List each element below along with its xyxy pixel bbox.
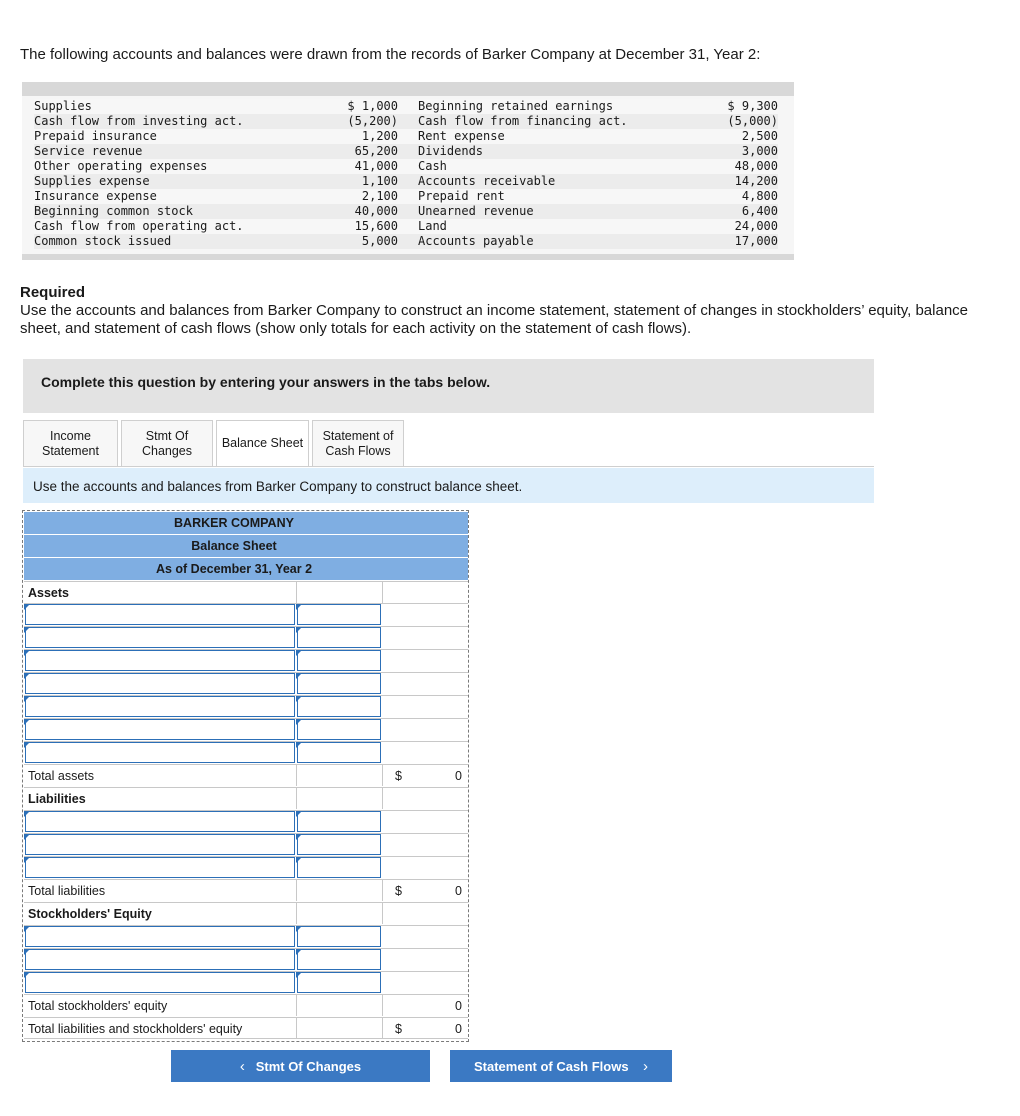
table-row	[34, 99, 778, 114]
required-heading: Required	[20, 284, 86, 301]
total-equity-label: Total stockholders' equity	[28, 999, 168, 1013]
table-row	[34, 204, 778, 219]
total-liabilities-equity-label: Total liabilities and stockholders' equity	[28, 1022, 243, 1036]
company-name: BARKER COMPANY	[24, 512, 468, 534]
tab-label: Stmt Of	[145, 428, 189, 443]
equity-amount-input[interactable]	[297, 972, 381, 993]
account-name: Prepaid insurance	[34, 129, 330, 144]
account-name: Beginning common stock	[34, 204, 330, 219]
liability-input-row	[24, 810, 468, 832]
account-name: Beginning retained earnings	[404, 99, 650, 114]
account-name: Cash	[404, 159, 650, 174]
equity-heading-row	[24, 902, 468, 924]
currency-symbol: $	[395, 884, 402, 898]
equity-input-row	[24, 948, 468, 970]
next-tab-label: Statement of Cash Flows	[473, 1058, 629, 1074]
asset-account-dropdown[interactable]	[25, 742, 295, 763]
tab-label: Statement	[42, 443, 99, 458]
account-name: Rent expense	[404, 129, 650, 144]
liability-input-row	[24, 856, 468, 878]
statement-date: As of December 31, Year 2	[24, 558, 468, 580]
account-name: Insurance expense	[34, 189, 330, 204]
asset-input-row	[24, 741, 468, 763]
asset-amount-input[interactable]	[297, 627, 381, 648]
account-name: Unearned revenue	[404, 204, 650, 219]
banner-text: Complete this question by entering your answers in the tabs below.	[41, 374, 491, 390]
account-name: Accounts payable	[404, 234, 650, 249]
instruction-text: Use the accounts and balances from Barker Company to construct balance sheet.	[33, 479, 523, 494]
account-name: Supplies	[34, 99, 330, 114]
account-name: Prepaid rent	[404, 189, 650, 204]
liability-account-dropdown[interactable]	[25, 834, 295, 855]
account-value: 3,000	[650, 144, 778, 159]
total-liabilities-value: 0	[455, 884, 462, 898]
next-tab-button[interactable]	[450, 1050, 672, 1082]
account-name: Service revenue	[34, 144, 330, 159]
liabilities-heading-row	[24, 787, 468, 809]
asset-input-row	[24, 695, 468, 717]
account-value: 1,200	[330, 129, 404, 144]
required-text: Use the accounts and balances from Barker Company to construct an income statement, statement of changes in stockholders’ equity, balance sheet, and statement of cash flows (show only totals for each activity on the statement of cash flows).	[20, 302, 969, 337]
account-value: 14,200	[650, 174, 778, 189]
table-row	[34, 159, 778, 174]
account-name: Cash flow from financing act.	[404, 114, 650, 129]
account-value: 41,000	[330, 159, 404, 174]
tab-income-statement[interactable]	[23, 420, 118, 467]
liability-amount-input[interactable]	[297, 811, 381, 832]
table-row	[34, 234, 778, 249]
instructions-banner	[23, 359, 874, 413]
balance-sheet-form	[22, 510, 469, 1042]
asset-amount-input[interactable]	[297, 673, 381, 694]
total-assets-label: Total assets	[28, 769, 95, 783]
account-value: 6,400	[650, 204, 778, 219]
assets-heading: Assets	[28, 586, 69, 600]
equity-heading: Stockholders' Equity	[28, 907, 152, 921]
tab-label: Changes	[141, 443, 193, 458]
account-value: 17,000	[650, 234, 778, 249]
intro-text: The following accounts and balances were drawn from the records of Barker Company at December 31, Year 2:	[20, 46, 761, 63]
account-name: Dividends	[404, 144, 650, 159]
account-name: Accounts receivable	[404, 174, 650, 189]
asset-account-dropdown[interactable]	[25, 673, 295, 694]
account-value: 24,000	[650, 219, 778, 234]
equity-account-dropdown[interactable]	[25, 949, 295, 970]
table-row	[34, 129, 778, 144]
asset-amount-input[interactable]	[297, 742, 381, 763]
statement-title: Balance Sheet	[24, 535, 468, 557]
total-assets-row	[24, 764, 468, 786]
asset-input-row	[24, 626, 468, 648]
asset-account-dropdown[interactable]	[25, 719, 295, 740]
total-equity-value: 0	[455, 999, 462, 1013]
table-row	[34, 219, 778, 234]
total-liabilities-row	[24, 879, 468, 901]
tab-statement-of-cash-flows[interactable]	[312, 420, 404, 467]
accounts-data-box	[22, 82, 794, 260]
chevron-right-icon: ›	[643, 1057, 649, 1075]
account-name: Cash flow from operating act.	[34, 219, 330, 234]
liability-amount-input[interactable]	[297, 857, 381, 878]
asset-amount-input[interactable]	[297, 719, 381, 740]
currency-symbol: $	[395, 769, 402, 783]
total-assets-value: 0	[455, 769, 462, 783]
asset-account-dropdown[interactable]	[25, 650, 295, 671]
tab-label: Statement of	[322, 428, 394, 443]
account-name: Land	[404, 219, 650, 234]
asset-amount-input[interactable]	[297, 604, 381, 625]
equity-account-dropdown[interactable]	[25, 926, 295, 947]
account-value: 40,000	[330, 204, 404, 219]
tab-balance-sheet[interactable]	[216, 420, 309, 467]
account-value: 48,000	[650, 159, 778, 174]
liability-input-row	[24, 833, 468, 855]
table-row	[34, 189, 778, 204]
prev-tab-button[interactable]	[171, 1050, 430, 1082]
total-liabilities-equity-row	[24, 1017, 468, 1039]
asset-account-dropdown[interactable]	[25, 627, 295, 648]
assets-heading-row	[24, 581, 468, 603]
equity-amount-input[interactable]	[297, 949, 381, 970]
account-name: Other operating expenses	[34, 159, 330, 174]
account-value: (5,000)	[650, 114, 778, 129]
accounts-table	[34, 99, 778, 249]
asset-account-dropdown[interactable]	[25, 696, 295, 717]
liabilities-heading: Liabilities	[28, 792, 86, 806]
liability-account-dropdown[interactable]	[25, 857, 295, 878]
total-liabilities-label: Total liabilities	[28, 884, 106, 898]
chevron-left-icon: ‹	[239, 1057, 245, 1075]
table-row	[34, 114, 778, 129]
currency-symbol: $	[395, 1022, 402, 1036]
total-liabilities-equity-value: 0	[455, 1022, 462, 1036]
account-name: Cash flow from investing act.	[34, 114, 330, 129]
equity-input-row	[24, 971, 468, 993]
tab-label: Balance Sheet	[221, 436, 304, 450]
total-equity-row	[24, 994, 468, 1016]
asset-input-row	[24, 603, 468, 625]
tab-divider	[23, 466, 874, 467]
liability-amount-input[interactable]	[297, 834, 381, 855]
account-value: 4,800	[650, 189, 778, 204]
equity-input-row	[24, 925, 468, 947]
account-value: 1,100	[330, 174, 404, 189]
asset-amount-input[interactable]	[297, 696, 381, 717]
account-name: Common stock issued	[34, 234, 330, 249]
account-value: 2,500	[650, 129, 778, 144]
account-name: Supplies expense	[34, 174, 330, 189]
equity-account-dropdown[interactable]	[25, 972, 295, 993]
asset-input-row	[24, 672, 468, 694]
table-row	[34, 174, 778, 189]
asset-input-row	[24, 718, 468, 740]
equity-amount-input[interactable]	[297, 926, 381, 947]
account-value: 65,200	[330, 144, 404, 159]
account-value: (5,200)	[330, 114, 404, 129]
prev-tab-label: Stmt Of Changes	[255, 1058, 362, 1074]
tab-label: Cash Flows	[325, 443, 391, 458]
tab-instruction	[23, 468, 874, 503]
account-value: 15,600	[330, 219, 404, 234]
tab-label: Income	[49, 428, 91, 443]
tab-bar	[23, 420, 407, 467]
account-value: $ 1,000	[330, 99, 404, 114]
asset-account-dropdown[interactable]	[25, 604, 295, 625]
account-value: 2,100	[330, 189, 404, 204]
asset-input-row	[24, 649, 468, 671]
account-value: 5,000	[330, 234, 404, 249]
liability-account-dropdown[interactable]	[25, 811, 295, 832]
tab-stmt-of-changes[interactable]	[121, 420, 213, 467]
asset-amount-input[interactable]	[297, 650, 381, 671]
account-value: $ 9,300	[650, 99, 778, 114]
table-row	[34, 144, 778, 159]
